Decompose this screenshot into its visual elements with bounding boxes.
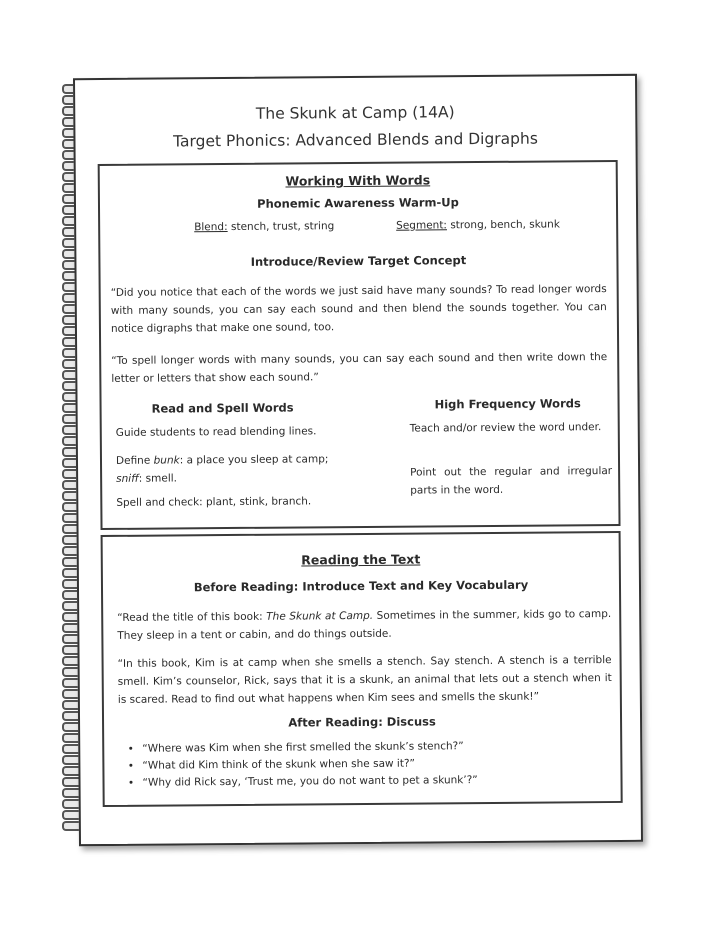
define-def-bunk: : a place you sleep at camp; — [179, 453, 329, 467]
reading-the-text-heading: Reading the Text — [301, 551, 421, 568]
question-item: • “Where was Kim when she first smelled the skunk’s stench?” — [142, 737, 612, 758]
page-title: The Skunk at Camp (14A) — [255, 103, 455, 123]
question-item: • “What did Kim think of the skunk when she saw it?” — [142, 754, 612, 775]
high-frequency-heading: High Frequency Words — [434, 396, 581, 412]
define-word-sniff: sniff — [116, 472, 139, 485]
segment-label: Segment: — [396, 219, 448, 232]
define-prefix: Define — [115, 454, 151, 467]
blend-label: Blend: — [194, 221, 228, 234]
before-p1-rest: Sometimes in the summer, kids go to camp. They sleep in a tent or cabin, and do things outside. — [117, 608, 612, 642]
concept-heading: Introduce/Review Target Concept — [250, 253, 467, 269]
concept-paragraph-2: “To spell longer words with many sounds, you can say each sound and then write down the letter or letters that show each sound.” — [111, 351, 608, 385]
high-frequency-p2: Point out the regular and irregular parts in the word. — [410, 465, 613, 497]
spell-text: Spell and check: plant, stink, branch. — [116, 495, 312, 509]
high-frequency-p1: Teach and/or review the word under. — [409, 421, 602, 435]
before-reading-paragraph-2: “In this book, Kim is at camp when she smells a stench. Say stench. A stench is a terrible smell. Kim’s counselor, Rick, says that it is a skunk, an animal that lets out a stench when it is scared. Read to find out what happens when Kim sees and smells the skunk!” — [117, 654, 612, 706]
question-item: • “Why did Rick say, ‘Trust me, you do not want to pet a skunk’?” — [142, 771, 612, 792]
page-subtitle: Target Phonics: Advanced Blends and Digraphs — [172, 129, 538, 151]
define-word-bunk: bunk — [153, 454, 180, 467]
blend-words: stench, trust, string — [230, 220, 335, 233]
read-spell-heading: Read and Spell Words — [151, 400, 294, 416]
working-with-words-section — [98, 160, 621, 530]
segment-line — [396, 215, 560, 234]
define-text — [116, 450, 356, 488]
book-title: The Skunk at Camp. — [266, 609, 374, 623]
before-p1-intro: “Read the title of this book: — [117, 610, 263, 624]
concept-paragraph-1: “Did you notice that each of the words we just said have many sounds? To read longer words with many sounds, you can say each sound and then blend the sounds together. You can notice digraphs that make one sound, too. — [110, 283, 607, 335]
lesson-page — [73, 74, 643, 846]
working-with-words-heading: Working With Words — [285, 172, 431, 189]
after-reading-heading: After Reading: Discuss — [288, 714, 436, 730]
discussion-questions — [124, 737, 612, 792]
warmup-heading: Phonemic Awareness Warm-Up — [257, 195, 459, 211]
before-reading-heading: Before Reading: Introduce Text and Key Vocabulary — [193, 577, 529, 595]
blend-line — [194, 217, 334, 236]
before-reading-paragraph-1 — [117, 605, 611, 645]
guide-text: Guide students to read blending lines. — [115, 425, 317, 439]
segment-words: strong, bench, skunk — [450, 218, 560, 232]
reading-the-text-section — [101, 531, 623, 807]
define-def-sniff: : smell. — [138, 472, 178, 485]
